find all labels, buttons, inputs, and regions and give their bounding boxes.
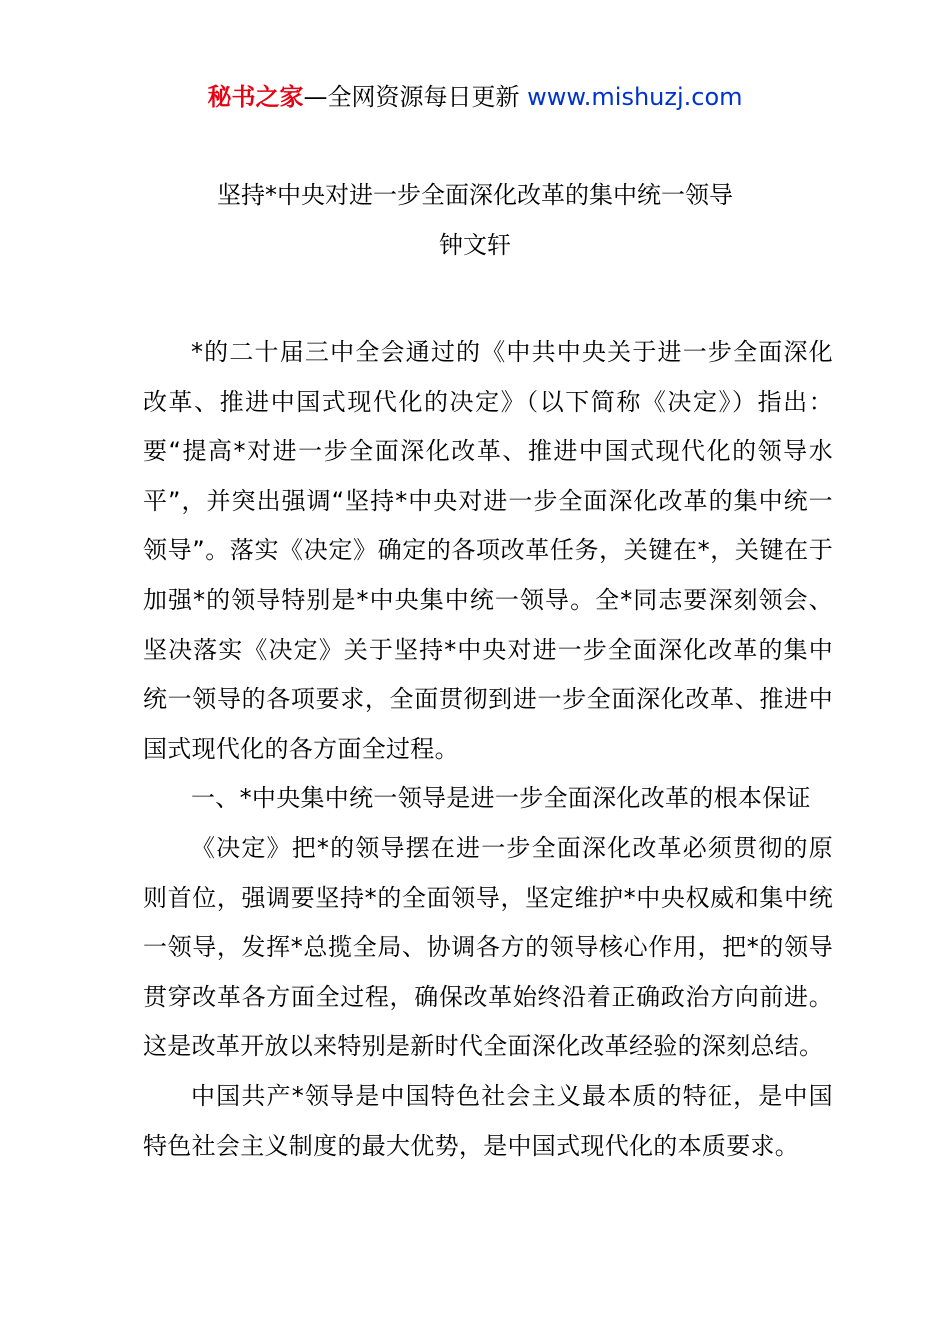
section-heading-1: 一、*中央集中统一领导是进一步全面深化改革的根本保证 bbox=[191, 784, 811, 813]
site-slogan: —全网资源每日更新 bbox=[303, 83, 528, 111]
site-header bbox=[0, 80, 950, 114]
paragraph-section-1-continued: 中国共产*领导是中国特色社会主义最本质的特征，是中国特色社会主义制度的最大优势，是中国式现代化的本质要求。 bbox=[143, 1081, 833, 1160]
document-author: 钟文轩 bbox=[439, 231, 511, 259]
document-title: 坚持*中央对进一步全面深化改革的集中统一领导 bbox=[217, 181, 733, 209]
site-brand: 秘书之家 bbox=[207, 83, 304, 111]
paragraph-section-1: 《决定》把*的领导摆在进一步全面深化改革必须贯彻的原则首位，强调要坚持*的全面领导，坚定维护*中央权威和集中统一领导，发挥*总揽全局、协调各方的领导核心作用，把*的领导贯穿改革各方面全过程，确保改革始终沿着正确政治方向前进。这是改革开放以来特别是新时代全面深化改革经验的深刻总结。 bbox=[143, 833, 833, 1061]
document-body bbox=[143, 328, 833, 1171]
paragraph-intro: *的二十届三中全会通过的《中共中央关于进一步全面深化改革、推进中国式现代化的决定》（以下简称《决定》）指出：要“提高*对进一步全面深化改革、推进中国式现代化的领导水平”，并突出强调“坚持*中央对进一步全面深化改革的集中统一领导”。落实《决定》确定的各项改革任务，关键在*，关键在于加强*的领导特别是*中央集中统一领导。全*同志要深刻领会、坚决落实《决定》关于坚持*中央对进一步全面深化改革的集中统一领导的各项要求，全面贯彻到进一步全面深化改革、推进中国式现代化的各方面全过程。 bbox=[143, 338, 833, 763]
site-url-link[interactable]: www.mishuzj.com bbox=[527, 83, 743, 111]
